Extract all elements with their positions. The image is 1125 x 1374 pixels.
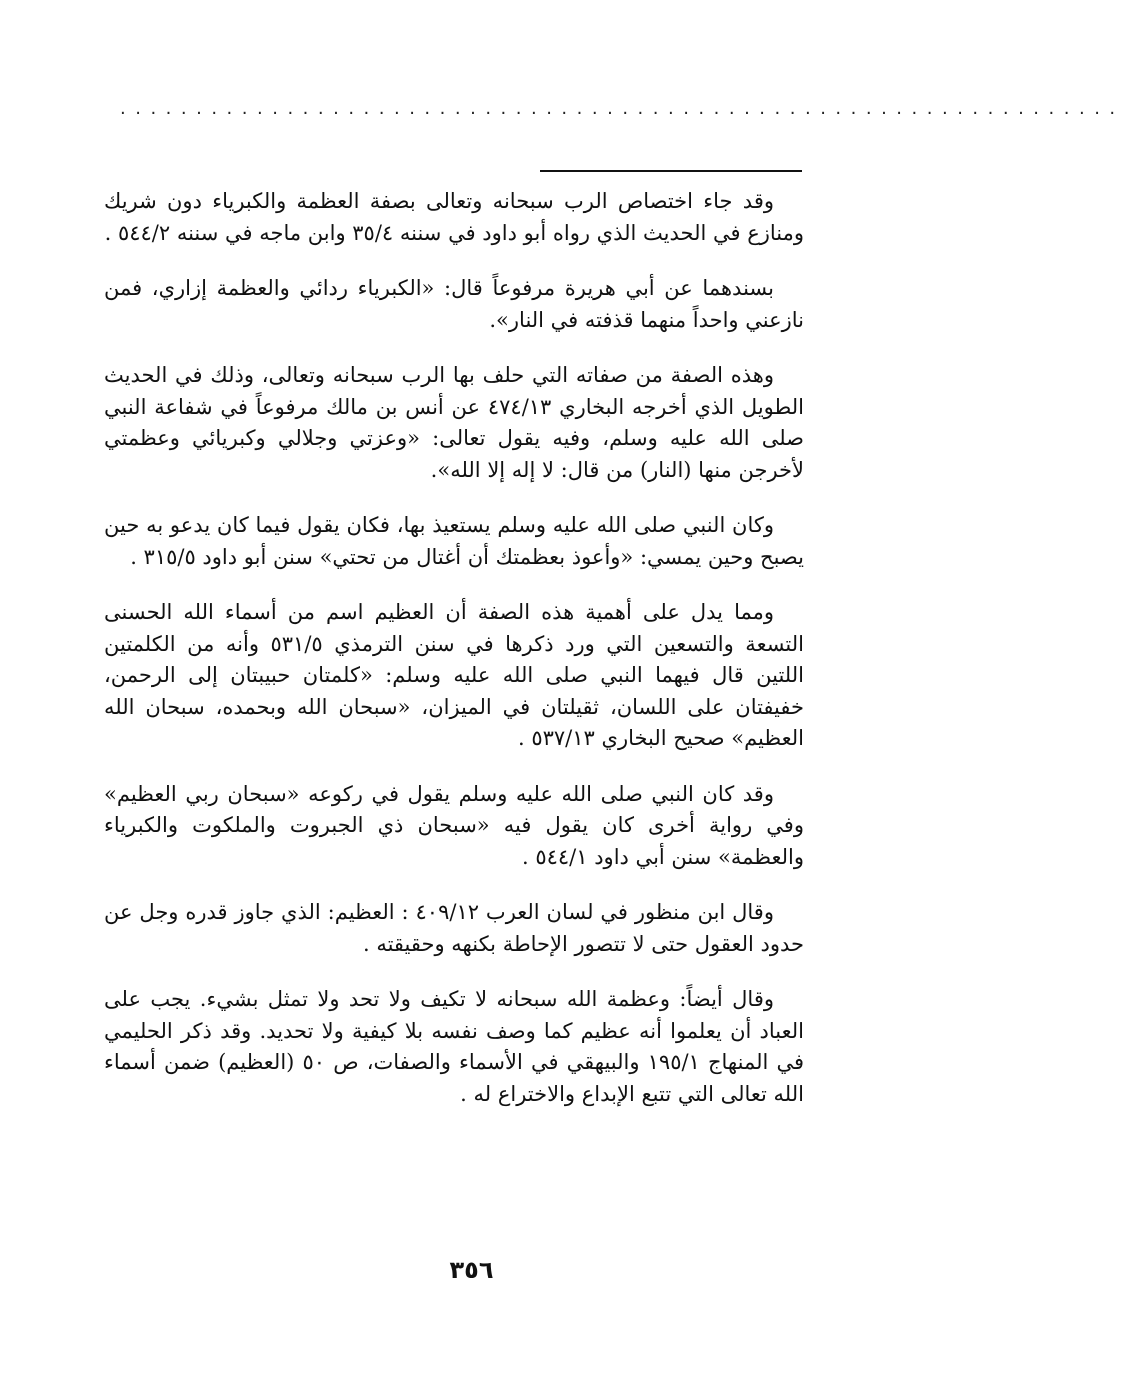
page-body <box>104 186 804 1134</box>
paragraph: وقال أيضاً: وعظمة الله سبحانه لا تكيف ولا تحد ولا تمثل بشيء. يجب على العباد أن يعلموا أنه عظيم كما وصف نفسه بلا كيفية ولا تحديد. وقد ذكر الحليمي في المنهاج ١٩٥/١ والبيهقي في الأسماء والصفات، ص ٥٠ (العظيم) ضمن أسماء الله تعالى التي تتبع الإبداع والاختراع له . <box>104 987 804 1106</box>
paragraph: وهذه الصفة من صفاته التي حلف بها الرب سبحانه وتعالى، وذلك في الحديث الطويل الذي أخرجه البخاري ٤٧٤/١٣ عن أنس بن مالك مرفوعاً في شفاعة النبي صلى الله عليه وسلم، وفيه يقول تعالى: «وعزتي وجلالي وكبريائي وعظمتي لأخرجن منها (النار) من قال: لا إله إلا الله». <box>104 363 804 482</box>
paragraph: وقال ابن منظور في لسان العرب ٤٠٩/١٢ : العظيم: الذي جاوز قدره وجل عن حدود العقول حتى لا تتصور الإحاطة بكنهه وحقيقته . <box>104 900 804 956</box>
paragraph: ومما يدل على أهمية هذه الصفة أن العظيم اسم من أسماء الله الحسنى التسعة والتسعين التي ورد ذكرها في سنن الترمذي ٥٣١/٥ وأنه من الكلمتين اللتين قال فيهما النبي صلى الله عليه وسلم: «كلمتان حبيبتان إلى الرحمن، خفيفتان على اللسان، ثقيلتان في الميزان، «سبحان الله وبحمده، سبحان الله العظيم» صحيح البخاري ٥٣٧/١٣ . <box>104 600 805 750</box>
paragraph: بسندهما عن أبي هريرة مرفوعاً قال: «الكبرياء ردائي والعظمة إزاري، فمن نازعني واحداً منهما قذفته في النار». <box>104 276 804 332</box>
paragraph: وكان النبي صلى الله عليه وسلم يستعيذ بها، فكان يقول فيما كان يدعو به حين يصبح وحين يمسي: «وأعوذ بعظمتك أن أغتال من تحتي» سنن أبو داود ٣١٥/٥ . <box>104 513 804 569</box>
footnote-rule <box>540 170 802 172</box>
paragraph: وقد جاء اختصاص الرب سبحانه وتعالى بصفة العظمة والكبرياء دون شريك ومنازع في الحديث الذي رواه أبو داود في سننه ٣٥/٤ وابن ماجه في سننه ٥٤٤/٢ . <box>104 189 804 245</box>
paragraph: وقد كان النبي صلى الله عليه وسلم يقول في ركوعه «سبحان ربي العظيم» وفي رواية أخرى كان يقول فيه «سبحان ذي الجبروت والملكوت والكبرياء والعظمة» سنن أبي داود ٥٤٤/١ . <box>104 781 804 869</box>
dotted-separator: ·································································· <box>120 103 1125 124</box>
page-number: ٣٥٦ <box>449 1256 494 1284</box>
